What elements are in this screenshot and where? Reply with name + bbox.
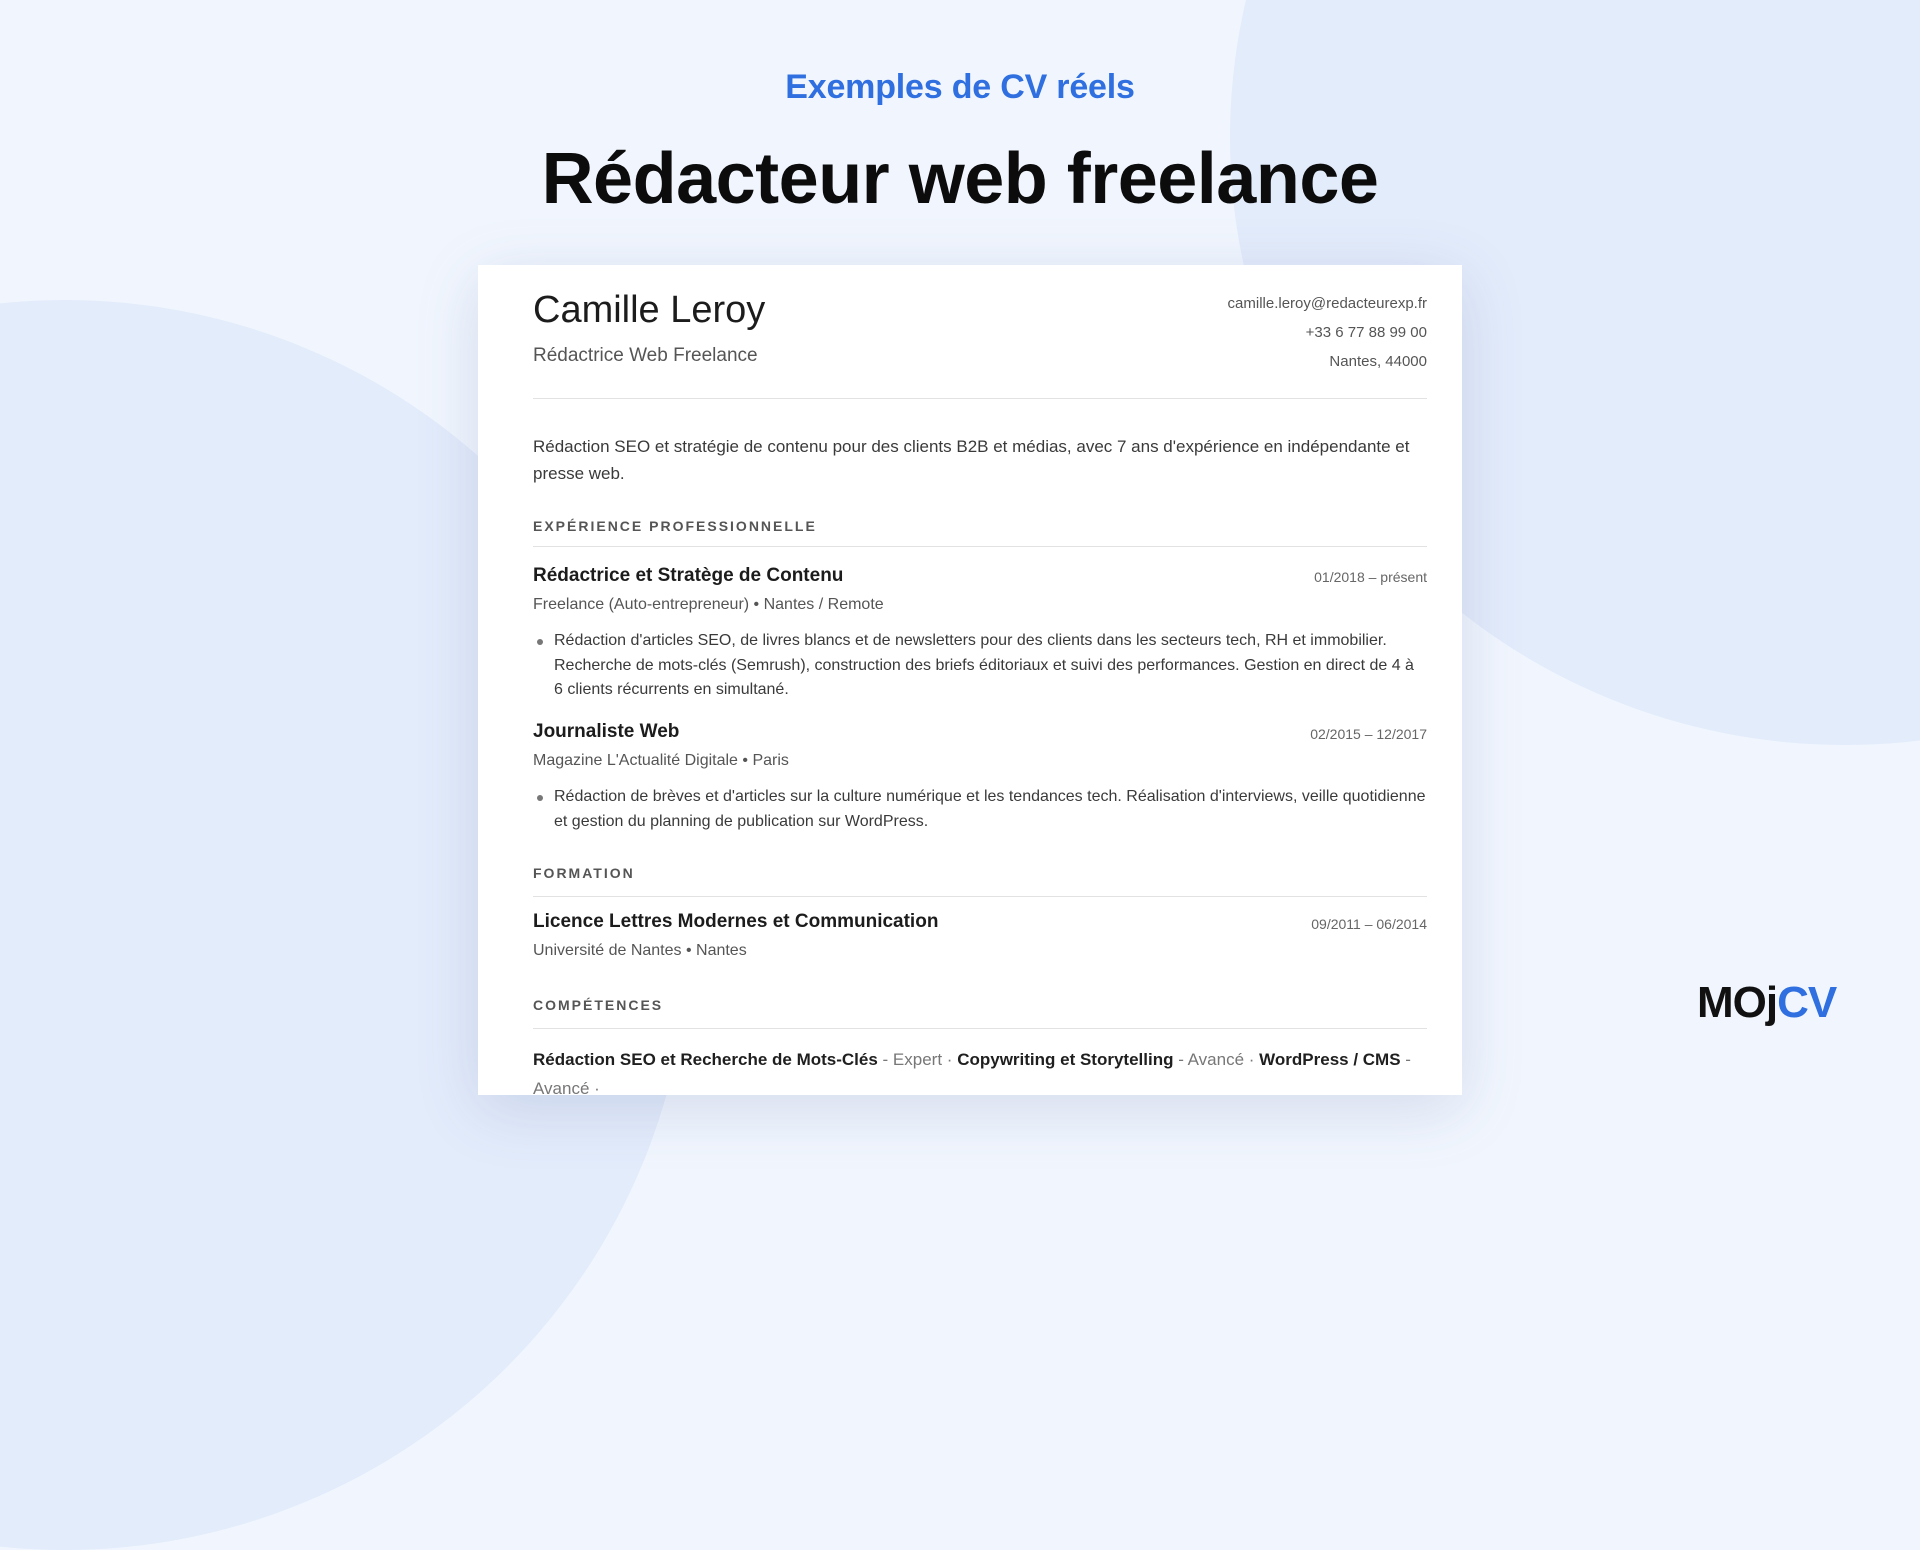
skills-list	[533, 1045, 1427, 1103]
logo-part-2: CV	[1777, 978, 1837, 1027]
skill-name: Rédaction SEO et Recherche de Mots-Clés	[533, 1050, 878, 1069]
eyebrow-title: Exemples de CV réels	[785, 68, 1135, 106]
logo-part-1: MOj	[1697, 978, 1778, 1027]
section-title-education: FORMATION	[533, 865, 635, 881]
job-bullet-list	[533, 785, 1427, 834]
education-dates: 09/2011 – 06/2014	[1311, 916, 1427, 932]
skill-name: Copywriting et Storytelling	[957, 1050, 1174, 1069]
experience-divider	[533, 546, 1427, 547]
contact-block	[1228, 289, 1427, 376]
skill-level: - Expert ·	[877, 1050, 958, 1069]
page-headline: Rédacteur web freelance	[541, 139, 1379, 219]
contact-location: Nantes, 44000	[1329, 353, 1427, 370]
job-title: Rédactrice et Stratège de Contenu	[533, 565, 844, 586]
skill-level: - Avancé ·	[533, 1050, 1411, 1098]
resume-summary: Rédaction SEO et stratégie de contenu pour des clients B2B et médias, avec 7 ans d'expérience en indépendante et presse web.	[533, 437, 1410, 483]
job-organization: Magazine L'Actualité Digitale • Paris	[533, 752, 789, 769]
section-title-skills: COMPÉTENCES	[533, 997, 664, 1013]
job-title: Journaliste Web	[533, 721, 680, 742]
contact-phone: +33 6 77 88 99 00	[1305, 324, 1427, 341]
contact-email: camille.leroy@redacteurexp.fr	[1227, 295, 1427, 312]
header-divider	[533, 398, 1427, 399]
job-organization: Freelance (Auto-entrepreneur) • Nantes / Remote	[533, 596, 884, 613]
education-divider	[533, 896, 1427, 897]
education-organization: Université de Nantes • Nantes	[533, 942, 747, 959]
skill-name: WordPress / CMS	[1259, 1050, 1401, 1069]
resume-role: Rédactrice Web Freelance	[533, 345, 758, 366]
resume-document	[478, 265, 1462, 1098]
education-title: Licence Lettres Modernes et Communication	[533, 911, 939, 932]
job-bullet-list	[533, 629, 1427, 703]
job-bullet: Rédaction d'articles SEO, de livres blancs et de newsletters pour des clients dans les secteurs tech, RH et immobilier. Recherche de mots-clés (Semrush), construction des briefs éditoriaux et suivi des performances. Gestion en direct de 4 à 6 clients récurrents en simultané.	[533, 629, 1427, 703]
skills-divider	[533, 1028, 1427, 1029]
job-dates: 01/2018 – présent	[1314, 569, 1427, 585]
job-dates: 02/2015 – 12/2017	[1310, 726, 1427, 742]
section-title-experience: EXPÉRIENCE PROFESSIONNELLE	[533, 518, 817, 534]
mojcv-logo	[1697, 978, 1836, 1028]
skill-level: - Avancé ·	[1173, 1050, 1260, 1069]
job-bullet: Rédaction de brèves et d'articles sur la culture numérique et les tendances tech. Réalisation d'interviews, veille quotidienne et gestion du planning de publication sur WordPress.	[533, 785, 1427, 834]
resume-name: Camille Leroy	[533, 289, 766, 331]
